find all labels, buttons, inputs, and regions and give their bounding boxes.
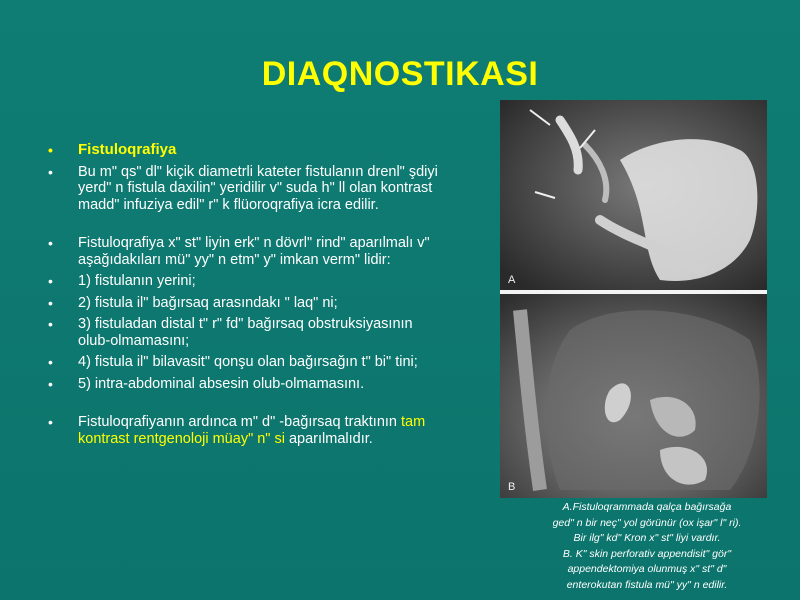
bullet-text-after: aparılmalıdır. xyxy=(284,430,373,447)
bullet-item xyxy=(48,273,448,290)
bullet-text-before: Fistuloqrafiyanın ardınca m" d" -bağırsaq traktının xyxy=(78,414,402,430)
bullet-text: Fistuloqrafiya xyxy=(78,141,177,158)
figure-caption xyxy=(494,500,800,593)
bullet-item xyxy=(48,354,448,371)
bullet-item xyxy=(48,376,448,393)
slide-title: DIAQNOSTIKASI xyxy=(261,55,539,93)
caption-line: ged" n bir neç" yol görünür (ox işar" l" ri). xyxy=(552,516,742,529)
bullet-dot-icon: • xyxy=(48,142,53,158)
bullet-text: 3) fistuladan distal t" r" fd" bağırsaq obstruksiyasının olub-olmamasını; xyxy=(78,316,413,349)
bullet-list xyxy=(48,142,448,452)
bullet-text: 4) fistula il" bilavasit" qonşu olan bağırsağın t" bi" tini; xyxy=(78,354,418,370)
bullet-item xyxy=(48,164,448,214)
xray-figure xyxy=(500,100,767,498)
caption-line: appendektomiya olunmuş x" st" d" xyxy=(567,563,727,575)
bullet-text: 5) intra-abdominal absesin olub-olmamasını. xyxy=(78,375,365,392)
bullet-item xyxy=(48,414,448,447)
panel-b-label: B xyxy=(508,481,516,493)
bullet-text: Fistuloqrafiya x" st" liyin erk" n dövrl" rind" aparılmalı v" aşağıdakıları mü" yy" n etm" y" imkan verm" lidir: xyxy=(78,235,430,268)
bullet-item-heading xyxy=(48,142,448,159)
xray-panel-b xyxy=(500,294,767,498)
bullet-dot-icon: • xyxy=(48,316,53,332)
bullet-dot-icon: • xyxy=(48,294,53,311)
bullet-dot-icon: • xyxy=(48,375,53,392)
panel-a-label: A xyxy=(508,274,516,286)
caption-line: enterokutan fistula mü" yy" n edilir. xyxy=(566,578,728,591)
bullet-text: 1) fistulanın yerini; xyxy=(78,273,196,289)
bullet-dot-icon: • xyxy=(48,414,53,430)
bullet-text: 2) fistula il" bağırsaq arasındakı " laq" ni; xyxy=(78,294,338,311)
bullet-dot-icon: • xyxy=(48,273,53,289)
xray-panel-a xyxy=(500,100,767,290)
bullet-dot-icon: • xyxy=(48,354,53,370)
caption-line: A.Fistuloqrammada qalça bağırsağa xyxy=(562,501,732,513)
bullet-dot-icon: • xyxy=(48,235,53,251)
bullet-text: Bu m" qs" dl" kiçik diametrli kateter fistulanın drenl" şdiyi yerd" n fistula daxilin" yeridilir v" suda h" ll olan kontrast madd" infuziya edil" r" k flüoroqrafiya icra edilir. xyxy=(78,163,438,213)
caption-line: Bir ilg" kd" Kron x" st" liyi vardır. xyxy=(573,532,721,544)
bullet-item xyxy=(48,235,448,268)
bullet-item xyxy=(48,316,448,349)
bullet-item xyxy=(48,295,448,312)
caption-line: B. K" skin perforativ appendisit" gör" xyxy=(562,547,732,560)
bullet-dot-icon: • xyxy=(48,163,53,180)
highlighted-text: tam kontrast rentgenoloji müay" n" si xyxy=(78,414,426,447)
xray-image xyxy=(500,100,767,498)
